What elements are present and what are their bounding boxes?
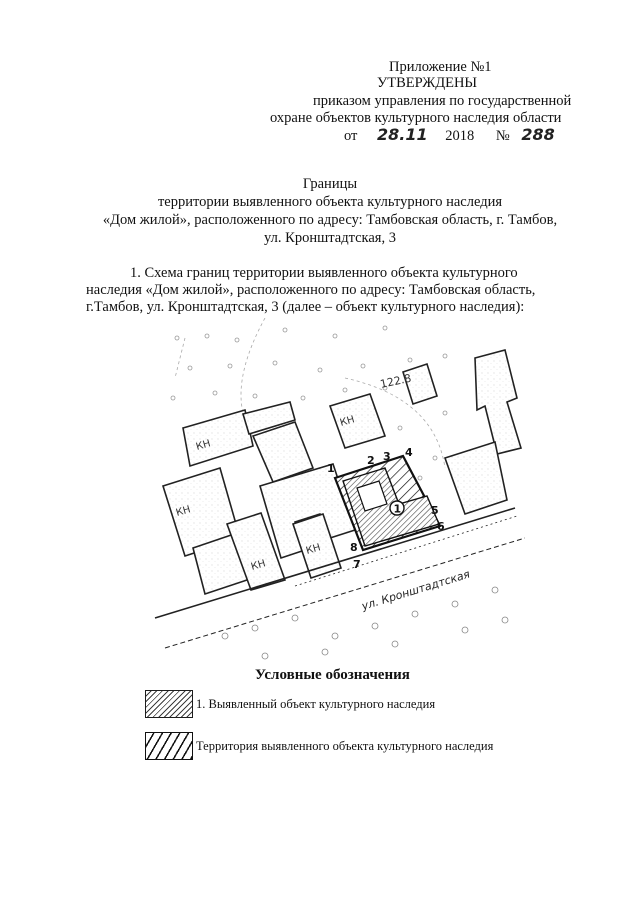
point-label: 2 [367,454,375,467]
date-number-line [344,126,555,145]
legend-territory-swatch [145,732,193,760]
building-label: КН [249,558,267,573]
point-label: 7 [353,558,361,571]
point-label: 1 [327,462,335,475]
boundary-map [145,318,525,666]
paragraph-line-3: г.Тамбов, ул. Кронштадтская, 3 (далее – объект культурного наследия): [86,299,525,315]
street-name: ул. Кронштадтская [360,567,472,613]
handwritten-number: 288 [521,125,555,144]
building-label: КН [338,414,356,429]
title-line-3: «Дом жилой», расположенного по адресу: Тамбовская область, г. Тамбов, [102,212,558,228]
paragraph-line-1: 1. Схема границ территории выявленного объекта культурного [130,265,518,281]
street-features [222,587,508,659]
point-label: 5 [431,504,439,517]
building-label: КН [174,504,192,519]
legend-title: Условные обозначения [255,667,410,683]
number-label: № [495,128,510,144]
point-label: 6 [437,520,445,533]
point-label: 3 [383,450,391,463]
handwritten-date: 28.11 [377,125,428,144]
year: 2018 [445,128,475,144]
legend-object-swatch [145,690,193,718]
point-label: 4 [405,446,413,459]
building-label: КН [194,438,212,453]
building-label: КН [304,542,322,557]
title-line-4: ул. Кронштадтская, 3 [264,230,396,246]
title-line-2: территории выявленного объекта культурного наследия [157,194,503,210]
elevation-label: 122.8 [378,371,413,391]
order-line-2: охране объектов культурного наследия области [270,110,562,126]
buildings [163,350,521,594]
from-label: от [344,128,358,144]
paragraph-line-2: наследия «Дом жилой», расположенного по адресу: Тамбовская область, [86,282,536,298]
approved-label: УТВЕРЖДЕНЫ [377,75,478,91]
appendix-label: Приложение №1 [389,59,492,75]
point-label: 8 [350,541,358,554]
scheme-paragraph [86,265,598,316]
title-line-1: Границы [302,176,358,192]
legend-territory-label: Территория выявленного объекта культурного наследия [196,739,494,753]
legend-object-label: 1. Выявленный объект культурного наследия [196,697,436,711]
order-line-1: приказом управления по государственной [313,93,572,109]
object-number: 1 [393,502,402,516]
